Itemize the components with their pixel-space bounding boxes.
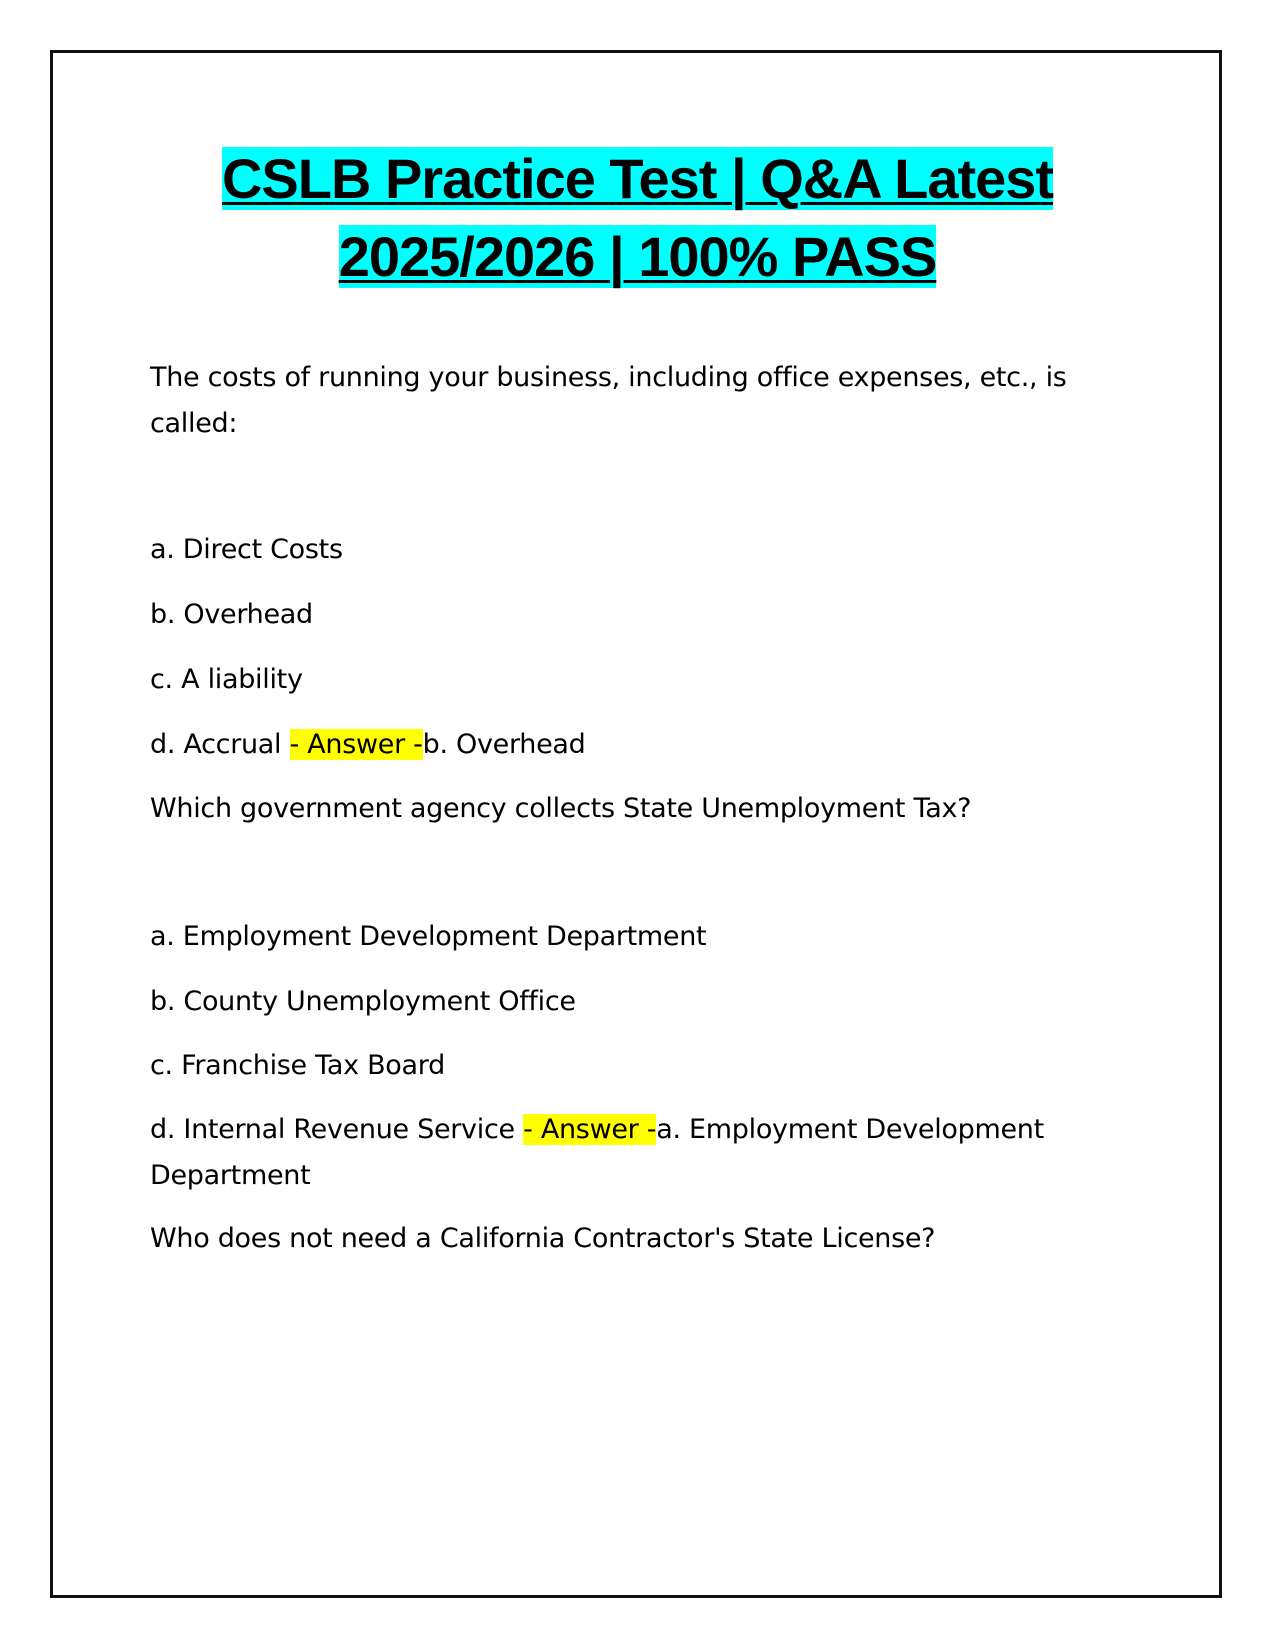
question-1-answer-marker: - Answer - [289, 729, 423, 760]
question-2-option-d-line [150, 1107, 1090, 1199]
question-2-option-b: b. County Unemployment Office [150, 986, 576, 1017]
question-1-option-d: d. Accrual [150, 729, 290, 760]
question-2-answer: a. Employment Development Department [150, 1114, 1044, 1191]
question-1-answer: b. Overhead [422, 729, 586, 760]
question-1-option-b: b. Overhead [150, 599, 313, 630]
question-1-option-d-line [150, 722, 1090, 768]
title-line-1: CSLB Practice Test | Q&A Latest [221, 147, 1054, 210]
question-3-text: Who does not need a California Contractor's State License? [150, 1223, 936, 1254]
question-1-option-c: c. A liability [150, 664, 303, 695]
page-title [60, 140, 1215, 296]
question-1-option-a: a. Direct Costs [150, 534, 343, 565]
question-2-option-d: d. Internal Revenue Service [150, 1114, 524, 1145]
question-1-text: The costs of running your business, including office expenses, etc., is called: [150, 362, 1067, 439]
question-2-option-a: a. Employment Development Department [150, 921, 707, 952]
question-2-option-c: c. Franchise Tax Board [150, 1050, 445, 1081]
question-2-answer-marker: - Answer - [523, 1114, 657, 1145]
title-line-2: 2025/2026 | 100% PASS [338, 225, 937, 288]
question-2-text: Which government agency collects State Unemployment Tax? [150, 793, 972, 824]
